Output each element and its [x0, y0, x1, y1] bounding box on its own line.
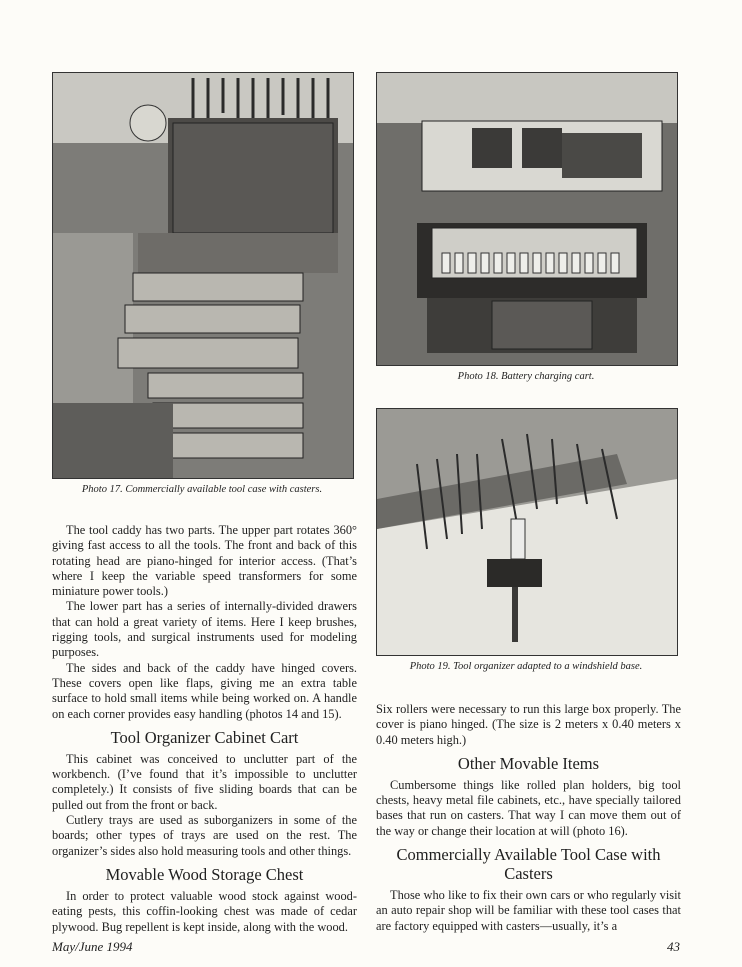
photo-19-tool-organizer [376, 408, 678, 656]
left-text-column [52, 523, 357, 935]
photo-17-image [53, 73, 353, 478]
paragraph: This cabinet was conceived to unclutter part of the workbench. (I’ve found that it’s impossible to unclutter completely.) It consists of five sliding boards that can be pulled out from the front or back. [52, 751, 357, 812]
paragraph: The tool caddy has two parts. The upper part rotates 360° giving fast access to all the tools. The front and back of this rotating head are piano-hinged for interior access. (That’s where I keep the variable speed transformers for some miniature power tools.) [52, 523, 357, 599]
heading-tool-organizer-cabinet-cart: Tool Organizer Cabinet Cart [110, 727, 299, 747]
heading-other-movable-items: Other Movable Items [457, 753, 600, 773]
photo-19-caption: Photo 19. Tool organizer adapted to a windshield base. [409, 661, 643, 672]
paragraph: Cutlery trays are used as suborganizers in some of the boards; other types of trays are used on the rest. The organizer’s sides also hold measuring tools and other things. [52, 813, 357, 858]
paragraph: In order to protect valuable wood stock against wood-eating pests, this coffin-looking chest was made of cedar plywood. Bug repellent is kept inside, along with the wood. [52, 888, 357, 934]
heading-commercially-available-tool-case: Commercially Available Tool Case with Casters [396, 845, 661, 884]
paragraph: The sides and back of the caddy have hinged covers. These covers open like flaps, giving me an extra table surface to hold small items while being worked on. A handle on each corner provides easy handling (photos 14 and 15). [52, 660, 357, 721]
footer-issue-date: May/June 1994 [52, 939, 133, 954]
photo-18-battery-cart [376, 72, 678, 366]
paragraph: The lower part has a series of internally-divided drawers that can hold a great variety of items. Here I keep brushes, rigging tools, and surgical instruments used for modeling purposes. [52, 599, 357, 660]
footer-page-number: 43 [667, 939, 680, 954]
photo-17-caption: Photo 17. Commercially available tool case with casters. [81, 484, 323, 495]
photo-18-image [377, 73, 677, 365]
paragraph-continuation: Six rollers were necessary to run this large box properly. The cover is piano hinged. (The size is 2 meters x 0.40 meters x 0.40 meters high.) [376, 702, 681, 747]
photo-18-caption: Photo 18. Battery charging cart. [457, 371, 595, 382]
photo-17-tool-case [52, 72, 354, 479]
paragraph: Cumbersome things like rolled plan holders, big tool chests, heavy metal file cabinets, etc., have specially tailored bases that run on casters. That way I can move them out of the way or change their location at will (photo 16). [376, 777, 681, 838]
photo-19-image [377, 409, 677, 655]
heading-movable-wood-storage-chest: Movable Wood Storage Chest [105, 864, 304, 884]
right-text-column [376, 702, 681, 934]
paragraph: Those who like to fix their own cars or who regularly visit an auto repair shop will be familiar with these tool cases that are factory equipped with casters—usually, it’s a [376, 888, 681, 933]
